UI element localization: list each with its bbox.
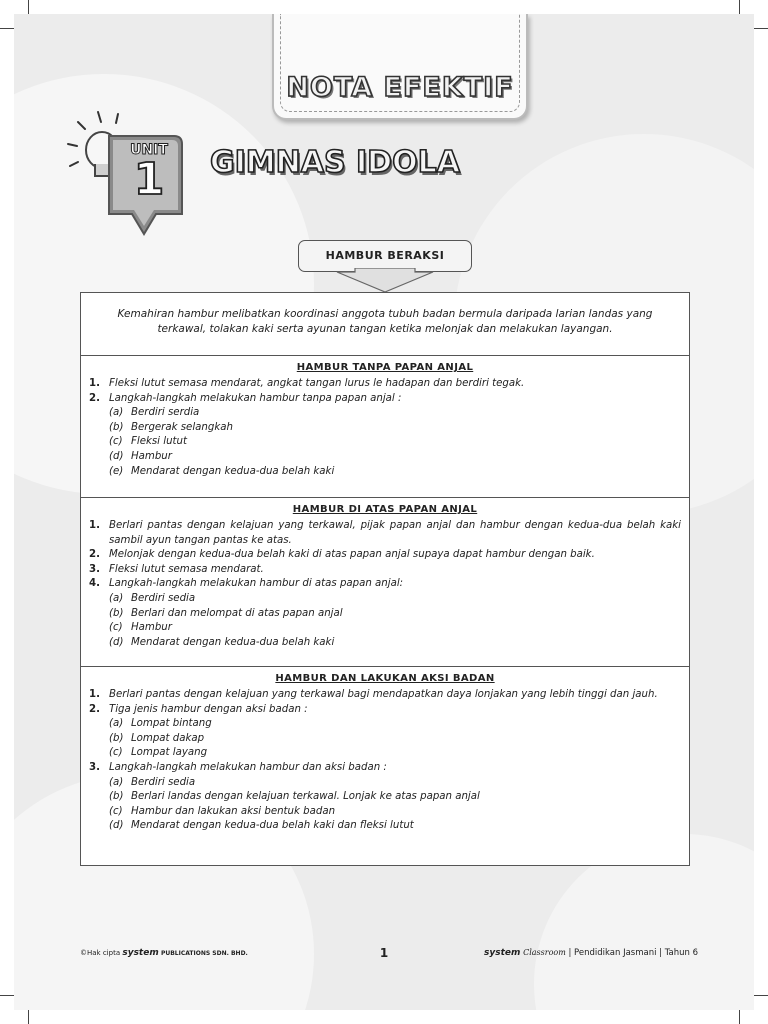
block-heading: HAMBUR DI ATAS PAPAN ANJAL xyxy=(292,504,478,515)
sub-item: (b) Lompat dakap xyxy=(109,732,205,744)
publisher-brand: system xyxy=(122,948,159,958)
sub-item: (a) Berdiri serdia xyxy=(109,407,200,419)
sub-item: (c) Fleksi lutut xyxy=(109,436,187,448)
list-item: 1. Berlari pantas dengan kelajuan yang terkawal, pijak papan anjal dan hambur dengan kedua-dua belah kaki sambil ayun tangan pantas ke atas. xyxy=(89,520,681,546)
list-item: 4. Langkah-langkah melakukan hambur di atas papan anjal: xyxy=(89,578,404,590)
block-hambur-di-atas-papan-anjal xyxy=(80,497,690,667)
nota-efektif-tab xyxy=(272,14,528,120)
sub-item: (c) Lompat layang xyxy=(109,747,208,759)
unit-title: GIMNAS IDOLA xyxy=(210,145,460,180)
sub-item: (e) Mendarat dengan kedua-dua belah kaki xyxy=(109,465,335,477)
footer-copyright xyxy=(80,948,248,958)
block-heading: HAMBUR DAN LAKUKAN AKSI BADAN xyxy=(275,673,495,684)
list-item: 3. Fleksi lutut semasa mendarat. xyxy=(89,563,264,575)
series-name: Classroom xyxy=(523,948,566,957)
unit-number: 1 xyxy=(133,154,165,205)
unit-label: UNIT xyxy=(130,142,168,158)
block-hambur-dan-lakukan-aksi-badan xyxy=(80,666,690,866)
nota-efektif-label: NOTA EFEKTIF xyxy=(286,72,514,103)
unit-badge xyxy=(64,110,204,246)
series-brand: system xyxy=(484,948,521,958)
list-item: 2. Tiga jenis hambur dengan aksi badan : xyxy=(89,703,308,715)
sub-item: (c) Hambur dan lakukan aksi bentuk badan xyxy=(109,805,336,817)
sub-item: (a) Berdiri sedia xyxy=(109,592,196,604)
sub-item: (b) Berlari landas dengan kelajuan terkawal. Lonjak ke atas papan anjal xyxy=(109,791,480,803)
sub-item: (a) Lompat bintang xyxy=(109,718,212,730)
page-number: 1 xyxy=(379,946,389,960)
sub-item: (a) Berdiri sedia xyxy=(109,776,196,788)
sub-item: (b) Berlari dan melompat di atas papan anjal xyxy=(109,607,343,619)
copyright-prefix: ©Hak cipta xyxy=(80,949,121,957)
section-label: HAMBUR BERAKSI xyxy=(298,240,472,272)
sub-item: (b) Bergerak selangkah xyxy=(109,421,233,433)
list-item: 3. Langkah-langkah melakukan hambur dan aksi badan : xyxy=(89,761,387,773)
sub-item: (d) Mendarat dengan kedua-dua belah kaki dan fleksi lutut xyxy=(109,820,414,832)
list-item: 1. Berlari pantas dengan kelajuan yang terkawal bagi mendapatkan daya lonjakan yang lebih tinggi dan jauh. xyxy=(89,689,658,700)
block-hambur-tanpa-papan-anjal xyxy=(80,355,690,498)
list-item: 1. Fleksi lutut semasa mendarat, angkat tangan lurus le hadapan dan berdiri tegak. xyxy=(89,378,525,389)
sub-item: (d) Mendarat dengan kedua-dua belah kaki xyxy=(109,636,335,648)
subject-label: | Pendidikan Jasmani | Tahun 6 xyxy=(568,948,698,958)
list-item: 2. Melonjak dengan kedua-dua belah kaki di atas papan anjal supaya dapat hambur dengan baik. xyxy=(89,549,595,561)
sub-item: (c) Hambur xyxy=(109,622,172,634)
publisher-name: PUBLICATIONS SDN. BHD. xyxy=(160,950,248,957)
intro-box xyxy=(80,292,690,356)
list-item: 2. Langkah-langkah melakukan hambur tanpa papan anjal : xyxy=(89,392,402,404)
down-arrow-icon xyxy=(335,268,435,294)
block-heading: HAMBUR TANPA PAPAN ANJAL xyxy=(296,362,474,373)
footer-series xyxy=(484,948,698,958)
sub-item: (d) Hambur xyxy=(109,450,172,462)
intro-text: Kemahiran hambur melibatkan koordinasi anggota tubuh badan bermula daripada larian landas yang terkawal, tolakan kaki serta ayunan tangan ketika melonjak dan melakukan layangan. xyxy=(117,308,653,335)
